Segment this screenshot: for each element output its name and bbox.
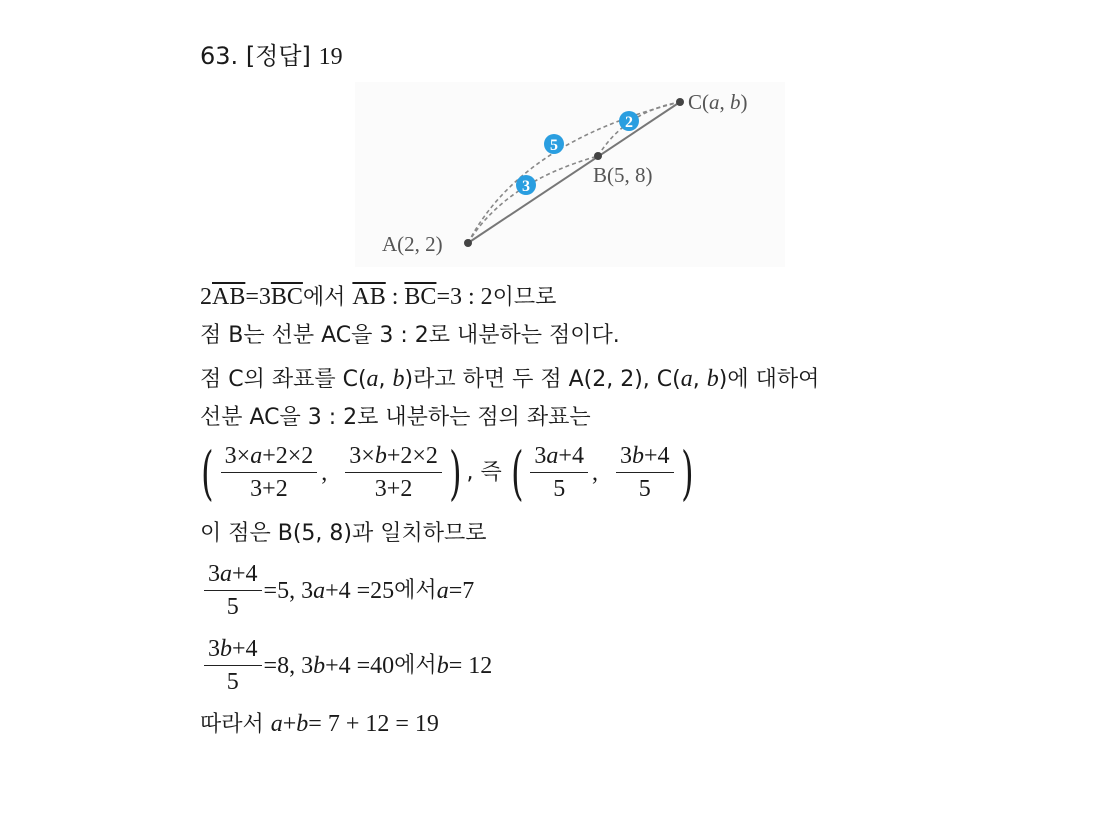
l7-rest1: =5, 3 xyxy=(263,577,314,604)
point-a-dot xyxy=(464,239,472,247)
var-a-2: a xyxy=(680,366,693,392)
left-paren: ( xyxy=(201,438,214,507)
line-solve-b xyxy=(202,635,492,696)
fraction-y-simplified: $\frac{3b+4}{5}$ xyxy=(616,442,674,503)
comma-jeuk: , 즉 xyxy=(466,459,502,485)
line-final-answer xyxy=(200,710,439,739)
l8-var1: b xyxy=(313,652,326,679)
fraction-b-eq: $\frac{3b+4}{5}$ xyxy=(204,635,262,696)
label-point-b: B(5, 8) xyxy=(593,163,653,187)
answer-value: 19 xyxy=(318,44,343,70)
l3-p4: , xyxy=(692,367,707,392)
label-point-a: A(2, 2) xyxy=(382,232,443,256)
fraction-a-eq: $\frac{3a+4}{5}$ xyxy=(204,560,262,621)
l1-t4: : xyxy=(385,284,405,310)
point-b-dot xyxy=(594,152,602,160)
l7-rest2: +4 =25 xyxy=(325,577,395,604)
segment-bc-label-2: $\overline{BC}$ xyxy=(404,284,437,310)
answer-label: [정답] xyxy=(245,42,311,70)
l8-word: 에서 xyxy=(394,652,437,678)
var-b-2: b xyxy=(706,366,719,392)
point-c-dot xyxy=(676,98,684,106)
l3-p2: , xyxy=(378,367,393,392)
svg-text:2: 2 xyxy=(625,114,633,131)
l1-t2: =3 xyxy=(245,284,271,310)
badge-3 xyxy=(516,175,536,195)
fraction-x-simplified: $\frac{3a+4}{5}$ xyxy=(530,442,588,503)
l8-rest1: =8, 3 xyxy=(263,652,314,679)
l9-word: 따라서 xyxy=(200,712,271,737)
badge-5 xyxy=(544,134,564,154)
line-ratio xyxy=(200,283,556,312)
badge-2 xyxy=(619,111,639,131)
l1-t1: 2 xyxy=(200,284,212,310)
line-division-point: 선분 AC을 3 : 2로 내분하는 점의 좌표는 xyxy=(200,405,591,430)
l9-rest: = 7 + 12 = 19 xyxy=(308,711,439,737)
fraction-y: $\frac{3\times b+2\times 2}{3+2}$ xyxy=(345,442,442,503)
l7-var2: a xyxy=(436,577,449,604)
segment-bc-label: $\overline{BC}$ xyxy=(270,284,303,310)
segment-ab-label-2: $\overline{AB}$ xyxy=(352,284,386,310)
l1-t6: 이므로 xyxy=(492,285,557,310)
var-b: b xyxy=(392,366,405,392)
comma-3: , xyxy=(591,459,598,486)
l9-mid: + xyxy=(282,711,297,737)
l7-word: 에서 xyxy=(394,577,437,603)
l9-var1: a xyxy=(270,711,283,737)
l3-p5: )에 대하여 xyxy=(718,367,820,392)
right-paren: ) xyxy=(448,438,462,507)
l3-p1: 점 C의 좌표를 C( xyxy=(200,367,367,392)
line-internal-division: 점 B는 선분 AC을 3 : 2로 내분하는 점이다. xyxy=(200,323,620,348)
line-coordinate-fractions xyxy=(196,438,698,507)
problem-header xyxy=(200,42,343,71)
l7-var1: a xyxy=(313,577,326,604)
svg-text:5: 5 xyxy=(550,137,558,154)
l8-rest3: = 12 xyxy=(448,652,493,679)
svg-text:3: 3 xyxy=(522,178,530,195)
label-point-c: C(a, b) xyxy=(688,90,748,114)
fraction-x: $\frac{3\times a+2\times 2}{3+2}$ xyxy=(221,442,318,503)
l7-rest3: =7 xyxy=(448,577,475,604)
l1-t3: 에서 xyxy=(302,285,353,310)
left-paren-2: ( xyxy=(510,438,524,507)
comma-1: , xyxy=(321,459,328,486)
segment-ab-label: $\overline{AB}$ xyxy=(212,284,246,310)
line-coordinates xyxy=(200,365,819,394)
var-a: a xyxy=(366,366,379,392)
l3-p3: )라고 하면 두 점 A(2, 2), C( xyxy=(404,367,681,392)
l8-rest2: +4 =40 xyxy=(325,652,395,679)
right-paren-2: ) xyxy=(680,438,694,507)
l9-var2: b xyxy=(296,711,309,737)
division-diagram xyxy=(355,82,785,267)
line-solve-a xyxy=(202,560,474,621)
problem-number: 63. xyxy=(200,42,239,70)
line-coincide: 이 점은 B(5, 8)과 일치하므로 xyxy=(200,521,487,546)
l8-var2: b xyxy=(436,652,449,679)
l1-t5: =3 : 2 xyxy=(436,284,493,310)
